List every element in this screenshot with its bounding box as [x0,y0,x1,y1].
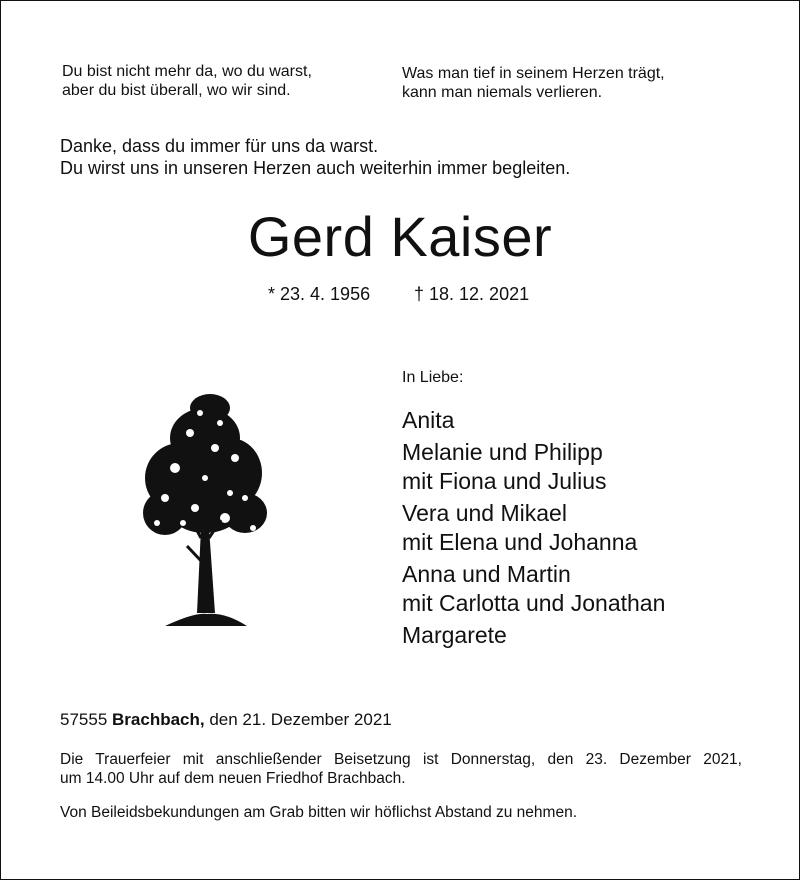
quote-right-line: Was man tief in seinem Herzen trägt, [402,65,665,82]
ceremony-text [60,750,742,788]
birth-date: * 23. 4. 1956 [268,284,371,304]
family-member: mit Carlotta und Jonathan [402,590,666,616]
family-member: Melanie und Philipp [402,439,603,465]
quote-left-line: Du bist nicht mehr da, wo du warst, [62,63,312,80]
thanks-line: Du wirst uns in unseren Herzen auch weiterhin immer begleiten. [60,158,571,178]
family-member: mit Fiona und Julius [402,468,607,494]
family-member: Anita [402,407,455,433]
tree-icon [135,388,275,633]
zip-code: 57555 [60,710,108,729]
family-member: Anna und Martin [402,561,571,587]
family-list [402,406,665,650]
ceremony-line: um 14.00 Uhr auf dem neuen Friedhof Brachbach. [60,770,406,787]
ceremony-line: Die Trauerfeier mit anschließender Beisetzung ist Donnerstag, den 23. Dezember 2021, [60,751,742,768]
place-date-line [60,710,392,730]
quote-left-line: aber du bist überall, wo wir sind. [62,82,291,99]
city-name: Brachbach, [112,710,205,729]
thanks-line: Danke, dass du immer für uns da warst. [60,136,379,156]
in-love-label: In Liebe: [402,369,464,386]
condolence-text: Von Beileidsbekundungen am Grab bitten wir höflichst Abstand zu nehmen. [60,804,577,821]
deceased-name: Gerd Kaiser [247,205,553,268]
family-member: Margarete [402,622,507,648]
thanks-text [60,135,570,179]
quote-right-line: kann man niemals verlieren. [402,84,603,101]
quote-left [62,62,312,100]
family-member: Vera und Mikael [402,500,567,526]
notice-date: den 21. Dezember 2021 [209,710,392,729]
death-date: † 18. 12. 2021 [414,284,530,304]
quote-right [402,64,665,102]
family-member: mit Elena und Johanna [402,529,638,555]
